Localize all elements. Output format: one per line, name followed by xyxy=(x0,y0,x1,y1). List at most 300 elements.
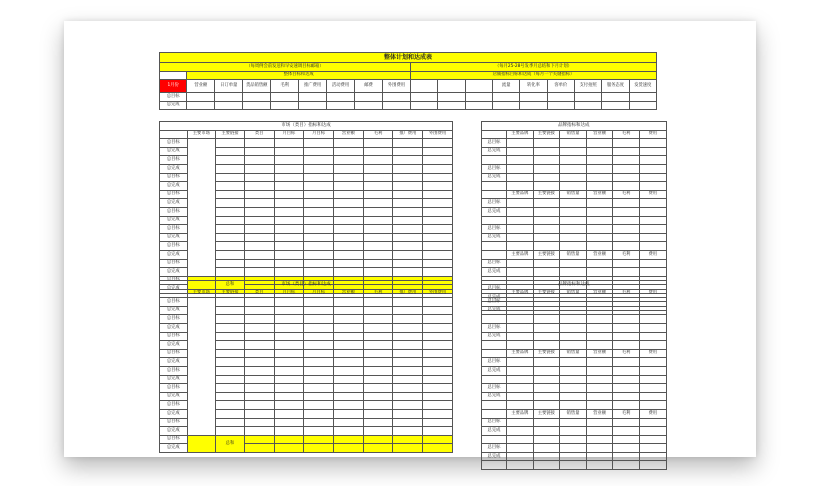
data-cell xyxy=(560,401,587,410)
col-header: 主要品牌 xyxy=(507,250,534,259)
table-row xyxy=(482,156,667,165)
data-cell xyxy=(423,259,453,268)
market-header-row xyxy=(160,289,453,298)
table-row xyxy=(482,375,667,384)
data-cell xyxy=(560,461,587,470)
link-cell xyxy=(216,242,245,251)
link-cell xyxy=(216,190,245,199)
data-cell xyxy=(333,156,363,165)
data-cell xyxy=(613,207,640,216)
table-row xyxy=(482,207,667,216)
data-cell xyxy=(613,156,640,165)
data-cell xyxy=(274,233,304,242)
data-cell xyxy=(363,409,393,418)
data-cell xyxy=(363,392,393,401)
data-cell xyxy=(507,216,534,225)
data-cell xyxy=(586,384,613,393)
data-cell xyxy=(507,366,534,375)
data-cell xyxy=(274,259,304,268)
data-cell xyxy=(639,207,666,216)
link-cell xyxy=(216,418,245,427)
col-header: 毛利 xyxy=(363,289,393,298)
data-cell xyxy=(423,392,453,401)
data-cell xyxy=(507,139,534,148)
data-cell xyxy=(244,182,274,191)
total-label: 总和 xyxy=(216,435,245,452)
brand-top-title: 品牌指标和达成 xyxy=(482,122,667,131)
data-cell xyxy=(274,268,304,277)
col-header: 主要市场 xyxy=(187,289,216,298)
data-cell xyxy=(363,306,393,315)
row-label: 总目标 xyxy=(482,139,507,148)
table-row xyxy=(482,392,667,401)
data-cell xyxy=(639,435,666,444)
data-cell xyxy=(639,306,666,315)
data-cell xyxy=(304,190,334,199)
data-cell xyxy=(333,409,363,418)
data-cell xyxy=(533,139,560,148)
data-cell xyxy=(533,341,560,350)
data-cell xyxy=(560,147,587,156)
data-cell xyxy=(393,207,423,216)
data-cell xyxy=(613,242,640,251)
data-cell xyxy=(613,392,640,401)
col-header xyxy=(438,80,465,93)
data-cell xyxy=(639,341,666,350)
data-cell xyxy=(333,225,363,234)
data-cell xyxy=(560,139,587,148)
data-cell xyxy=(423,182,453,191)
row-label: 总目标 xyxy=(482,358,507,367)
row-label xyxy=(482,242,507,251)
data-cell xyxy=(533,233,560,242)
row-label xyxy=(482,216,507,225)
data-cell xyxy=(393,341,423,350)
col-header: 费用 xyxy=(639,190,666,199)
data-cell xyxy=(274,139,304,148)
data-cell xyxy=(533,147,560,156)
data-cell xyxy=(363,164,393,173)
data-cell xyxy=(244,427,274,436)
row-label: 总完成 xyxy=(160,375,188,384)
data-cell xyxy=(304,250,334,259)
data-cell xyxy=(613,147,640,156)
data-cell xyxy=(613,435,640,444)
row-label xyxy=(482,435,507,444)
data-cell xyxy=(507,375,534,384)
data-cell xyxy=(423,427,453,436)
col-header: 销售量 xyxy=(560,289,587,298)
data-cell xyxy=(639,444,666,453)
data-cell xyxy=(244,375,274,384)
row-label: 总完成 xyxy=(160,250,188,259)
table-row xyxy=(482,315,667,324)
row-label: 总目标 xyxy=(160,190,188,199)
col-header: 营业额 xyxy=(187,80,215,93)
data-cell xyxy=(393,225,423,234)
table-row xyxy=(482,418,667,427)
col-header: 销售量 xyxy=(560,190,587,199)
col-header: 主要品牌 xyxy=(507,190,534,199)
data-cell xyxy=(423,199,453,208)
row-label: 总完成 xyxy=(482,173,507,182)
data-cell xyxy=(560,207,587,216)
row-label: 总完成 xyxy=(482,332,507,341)
brand-header-row xyxy=(482,190,667,199)
data-cell xyxy=(304,418,334,427)
data-cell xyxy=(613,384,640,393)
data-cell xyxy=(274,349,304,358)
row-label: 总完成 xyxy=(160,392,188,401)
data-cell xyxy=(304,409,334,418)
data-cell xyxy=(244,242,274,251)
table-row xyxy=(482,435,667,444)
data-cell xyxy=(333,392,363,401)
link-cell xyxy=(216,427,245,436)
data-cell xyxy=(423,298,453,307)
data-cell xyxy=(274,242,304,251)
row-label: 总完成 xyxy=(482,207,507,216)
data-cell xyxy=(613,216,640,225)
data-cell xyxy=(613,452,640,461)
data-cell xyxy=(639,323,666,332)
col-header: 销售量 xyxy=(560,130,587,139)
data-cell xyxy=(423,190,453,199)
data-cell xyxy=(507,401,534,410)
table-row xyxy=(482,461,667,470)
data-cell xyxy=(393,233,423,242)
brand-header-row xyxy=(482,409,667,418)
data-cell xyxy=(333,250,363,259)
row-label: 总完成 xyxy=(482,427,507,436)
data-cell xyxy=(304,233,334,242)
data-cell xyxy=(423,156,453,165)
row-label: 总目标 xyxy=(160,384,188,393)
data-cell xyxy=(423,409,453,418)
row-label: 总目标 xyxy=(160,366,188,375)
data-cell xyxy=(304,225,334,234)
data-cell xyxy=(393,435,423,444)
row-label: 总完成 xyxy=(482,147,507,156)
data-cell xyxy=(274,341,304,350)
market-top-title: 市场（类目）指标和达成 xyxy=(160,122,453,131)
data-cell xyxy=(393,392,423,401)
data-cell xyxy=(274,164,304,173)
row-label: 总完成 xyxy=(160,358,188,367)
data-cell xyxy=(244,358,274,367)
data-cell xyxy=(274,173,304,182)
data-cell xyxy=(333,427,363,436)
row-label: 总完成 xyxy=(160,233,188,242)
link-cell xyxy=(216,173,245,182)
data-cell xyxy=(244,268,274,277)
data-cell xyxy=(363,323,393,332)
data-cell xyxy=(333,199,363,208)
data-cell xyxy=(639,199,666,208)
data-cell xyxy=(507,207,534,216)
table-row xyxy=(482,298,667,307)
market-table-bottom xyxy=(159,280,453,453)
data-cell xyxy=(363,207,393,216)
data-cell xyxy=(639,358,666,367)
table-row xyxy=(482,173,667,182)
row-label: 总完成 xyxy=(160,216,188,225)
table-row xyxy=(482,225,667,234)
data-cell xyxy=(244,225,274,234)
data-cell xyxy=(333,435,363,444)
row-label: 总完成 xyxy=(160,182,188,191)
data-cell xyxy=(244,341,274,350)
data-cell xyxy=(333,207,363,216)
data-cell xyxy=(560,298,587,307)
data-cell xyxy=(423,323,453,332)
data-cell xyxy=(363,225,393,234)
data-cell xyxy=(613,315,640,324)
row-label xyxy=(482,401,507,410)
row-label: 总完成 xyxy=(482,366,507,375)
row-label xyxy=(482,156,507,165)
data-cell xyxy=(333,418,363,427)
col-header: 主要链接 xyxy=(533,349,560,358)
market-cell xyxy=(187,298,216,436)
data-cell xyxy=(363,182,393,191)
data-cell xyxy=(560,216,587,225)
data-cell xyxy=(244,233,274,242)
data-cell xyxy=(244,435,274,444)
col-header: 服务态度 xyxy=(602,80,629,93)
table-row xyxy=(482,268,667,277)
row-label: 总完成 xyxy=(160,199,188,208)
col-header: 毛利 xyxy=(613,130,640,139)
data-cell xyxy=(333,173,363,182)
data-cell xyxy=(639,259,666,268)
data-cell xyxy=(639,315,666,324)
table-row xyxy=(482,401,667,410)
row-label: 总完成 xyxy=(160,147,188,156)
data-cell xyxy=(586,444,613,453)
data-cell xyxy=(244,349,274,358)
data-cell xyxy=(363,173,393,182)
table-row xyxy=(482,164,667,173)
data-cell xyxy=(613,401,640,410)
data-cell xyxy=(363,242,393,251)
data-cell xyxy=(244,190,274,199)
brand-header-row xyxy=(482,250,667,259)
link-cell xyxy=(216,199,245,208)
col-header: 主要链接 xyxy=(533,190,560,199)
row-label xyxy=(482,341,507,350)
col-header: 月目标 xyxy=(304,289,334,298)
data-cell xyxy=(586,225,613,234)
data-cell xyxy=(560,164,587,173)
data-cell xyxy=(507,444,534,453)
table-row xyxy=(482,358,667,367)
data-cell xyxy=(423,435,453,444)
data-cell xyxy=(586,315,613,324)
data-cell xyxy=(363,418,393,427)
data-cell xyxy=(507,242,534,251)
col-header: 流量 xyxy=(492,80,519,93)
data-cell xyxy=(333,164,363,173)
data-cell xyxy=(274,199,304,208)
col-header: 费用 xyxy=(639,250,666,259)
data-cell xyxy=(423,233,453,242)
data-cell xyxy=(613,259,640,268)
data-cell xyxy=(244,332,274,341)
data-cell xyxy=(393,418,423,427)
col-header: 外围费用 xyxy=(423,130,453,139)
data-cell xyxy=(533,242,560,251)
data-cell xyxy=(639,375,666,384)
link-cell xyxy=(216,156,245,165)
data-cell xyxy=(586,435,613,444)
data-cell xyxy=(304,259,334,268)
data-cell xyxy=(639,401,666,410)
data-cell xyxy=(304,341,334,350)
data-cell xyxy=(613,332,640,341)
data-cell xyxy=(533,268,560,277)
data-cell xyxy=(274,427,304,436)
data-cell xyxy=(393,323,423,332)
row-label: 总完成 xyxy=(160,341,188,350)
data-cell xyxy=(363,315,393,324)
table-row xyxy=(482,216,667,225)
data-cell xyxy=(363,366,393,375)
data-cell xyxy=(533,216,560,225)
data-cell xyxy=(333,190,363,199)
data-cell xyxy=(304,173,334,182)
data-cell xyxy=(304,375,334,384)
data-cell xyxy=(333,358,363,367)
data-cell xyxy=(423,349,453,358)
col-header: 主要品牌 xyxy=(507,409,534,418)
link-cell xyxy=(216,259,245,268)
data-cell xyxy=(393,366,423,375)
data-cell xyxy=(274,298,304,307)
data-cell xyxy=(560,375,587,384)
link-cell xyxy=(216,401,245,410)
table-row xyxy=(482,366,667,375)
data-cell xyxy=(393,190,423,199)
col-header: 销售量 xyxy=(560,409,587,418)
data-cell xyxy=(423,164,453,173)
link-cell xyxy=(216,392,245,401)
data-cell xyxy=(423,216,453,225)
data-cell xyxy=(393,259,423,268)
data-cell xyxy=(533,207,560,216)
row-label: 总目标 xyxy=(160,401,188,410)
row-label: 总目标 xyxy=(160,315,188,324)
data-cell xyxy=(304,392,334,401)
data-cell xyxy=(586,298,613,307)
data-cell xyxy=(586,216,613,225)
data-cell xyxy=(507,182,534,191)
data-cell xyxy=(533,173,560,182)
data-cell xyxy=(333,268,363,277)
data-cell xyxy=(639,418,666,427)
col-header: 营业额 xyxy=(586,349,613,358)
data-cell xyxy=(613,298,640,307)
data-cell xyxy=(613,268,640,277)
row-label: 总目标 xyxy=(482,323,507,332)
data-cell xyxy=(560,233,587,242)
data-cell xyxy=(560,225,587,234)
table-row xyxy=(482,199,667,208)
data-cell xyxy=(533,259,560,268)
data-cell xyxy=(533,392,560,401)
data-cell xyxy=(586,207,613,216)
data-cell xyxy=(560,358,587,367)
data-cell xyxy=(507,298,534,307)
link-cell xyxy=(216,306,245,315)
data-cell xyxy=(333,366,363,375)
data-cell xyxy=(333,315,363,324)
data-cell xyxy=(363,139,393,148)
data-cell xyxy=(363,401,393,410)
data-cell xyxy=(507,315,534,324)
col-header: 毛利 xyxy=(271,80,299,93)
summary-title: 整体计划和达成表 xyxy=(160,53,657,63)
data-cell xyxy=(560,427,587,436)
data-cell xyxy=(274,435,304,444)
data-cell xyxy=(639,242,666,251)
link-cell xyxy=(216,349,245,358)
row-label: 总目标 xyxy=(160,156,188,165)
row-label: 总完成 xyxy=(482,268,507,277)
data-cell xyxy=(363,375,393,384)
data-cell xyxy=(244,139,274,148)
data-cell xyxy=(274,147,304,156)
data-cell xyxy=(363,268,393,277)
data-cell xyxy=(560,341,587,350)
data-cell xyxy=(393,250,423,259)
data-cell xyxy=(639,182,666,191)
data-cell xyxy=(560,366,587,375)
data-cell xyxy=(533,435,560,444)
col-header: 发货速度 xyxy=(629,80,656,93)
data-cell xyxy=(363,250,393,259)
col-header: 货品销售额 xyxy=(243,80,271,93)
data-cell xyxy=(244,323,274,332)
data-cell xyxy=(586,164,613,173)
data-cell xyxy=(586,418,613,427)
data-cell xyxy=(613,444,640,453)
col-header: 毛利 xyxy=(613,190,640,199)
col-header: 毛利 xyxy=(613,250,640,259)
data-cell xyxy=(304,444,334,453)
row-label xyxy=(482,315,507,324)
data-cell xyxy=(333,332,363,341)
data-cell xyxy=(274,216,304,225)
data-cell xyxy=(507,225,534,234)
row-label: 总目标 xyxy=(482,384,507,393)
data-cell xyxy=(560,173,587,182)
data-cell xyxy=(586,306,613,315)
link-cell xyxy=(216,147,245,156)
col-header: 费用 xyxy=(639,349,666,358)
col-header: 推广费用 xyxy=(393,130,423,139)
data-cell xyxy=(423,207,453,216)
data-cell xyxy=(244,250,274,259)
table-row xyxy=(160,298,453,307)
data-cell xyxy=(613,366,640,375)
data-cell xyxy=(304,207,334,216)
row-label: 总目标 xyxy=(482,164,507,173)
table-row xyxy=(482,323,667,332)
row-label: 总目标 xyxy=(160,173,188,182)
col-header: 毛利 xyxy=(613,349,640,358)
data-cell xyxy=(393,268,423,277)
